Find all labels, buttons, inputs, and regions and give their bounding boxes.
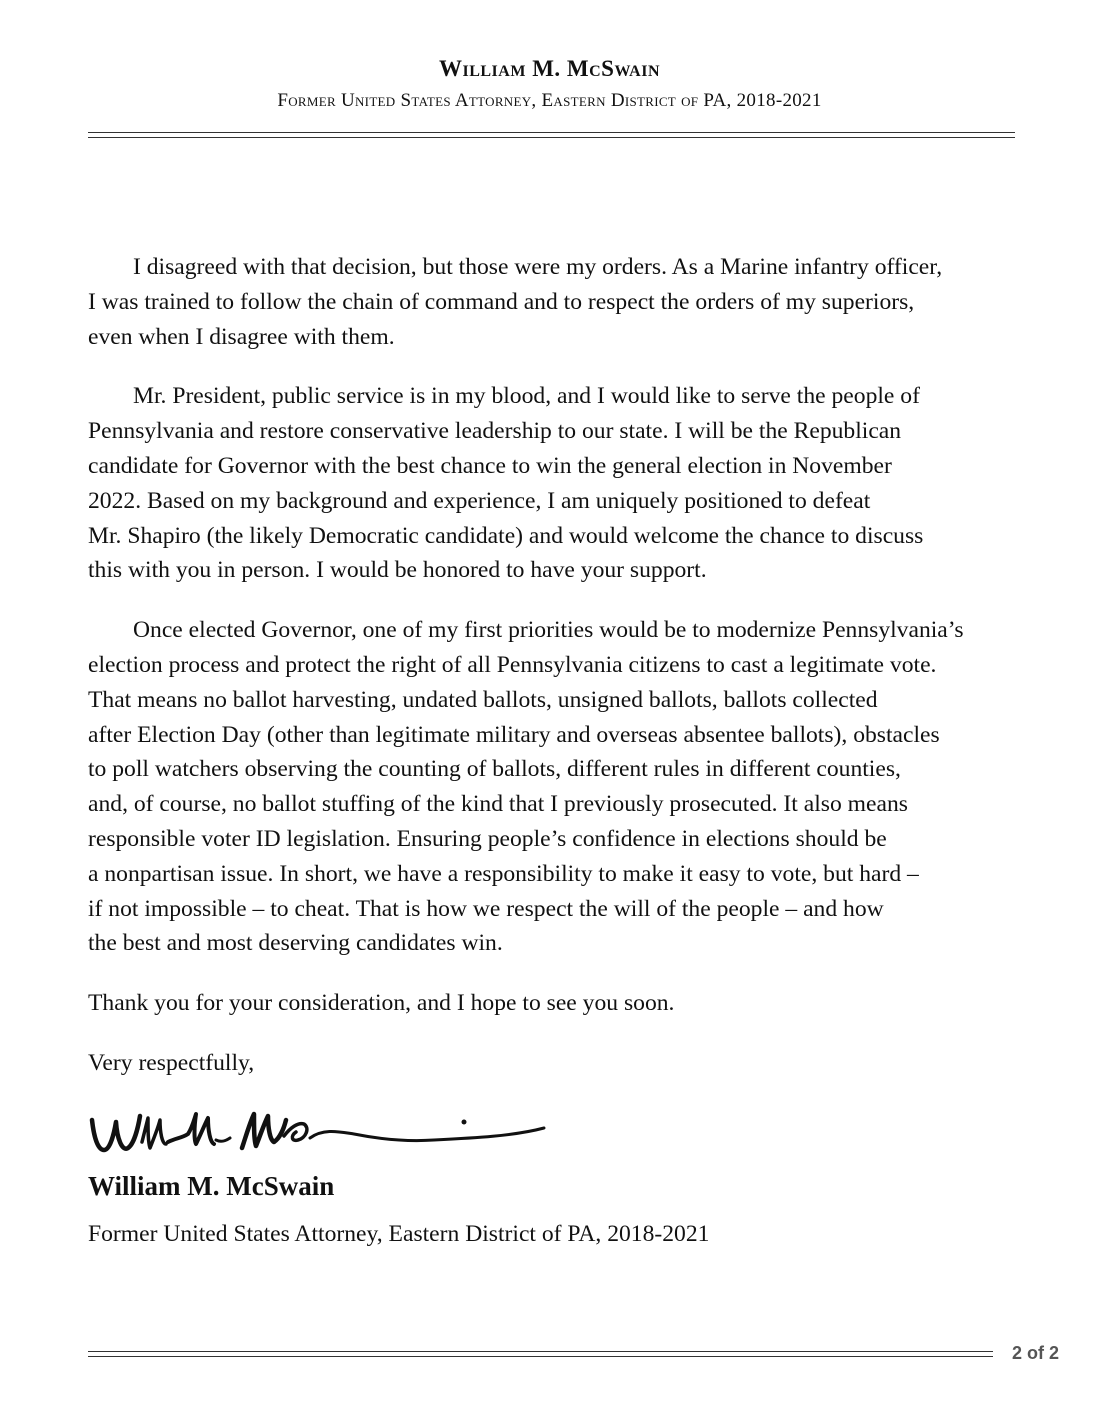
handwritten-signature	[84, 1098, 554, 1168]
text-line: responsible voter ID legislation. Ensuring people’s confidence in elections should be	[88, 825, 887, 852]
text-line: this with you in person. I would be honored to have your support.	[88, 557, 707, 584]
text-line: Once elected Governor, one of my first priorities would be to modernize Pennsylvania’s	[133, 617, 964, 644]
page-number: 2 of 2	[1012, 1343, 1060, 1363]
text-line: to poll watchers observing the counting of ballots, different rules in different counties,	[88, 756, 901, 783]
text-line: Mr. Shapiro (the likely Democratic candidate) and would welcome the chance to discuss	[88, 522, 924, 549]
closing-valediction: Very respectfully,	[88, 1049, 255, 1076]
text-line: a nonpartisan issue. In short, we have a responsibility to make it easy to vote, but hard –	[88, 860, 919, 887]
text-line: candidate for Governor with the best chance to win the general election in November	[88, 452, 892, 479]
text-line: Mr. President, public service is in my blood, and I would like to serve the people of	[133, 383, 920, 410]
footer-double-rule	[88, 1351, 993, 1357]
letter-body	[88, 250, 1023, 1081]
text-line: the best and most deserving candidates win.	[88, 930, 503, 957]
text-line: 2022. Based on my background and experience, I am uniquely positioned to defeat	[88, 487, 871, 514]
letterhead	[0, 54, 1099, 114]
text-line: even when I disagree with them.	[88, 323, 395, 350]
closing-thanks: Thank you for your consideration, and I hope to see you soon.	[88, 990, 675, 1017]
signatory-title: Former United States Attorney, Eastern District of PA, 2018-2021	[88, 1221, 710, 1247]
paragraph-1	[88, 250, 1023, 354]
text-line: if not impossible – to cheat. That is how we respect the will of the people – and how	[88, 895, 884, 922]
text-line: election process and protect the right of all Pennsylvania citizens to cast a legitimate vote.	[88, 651, 937, 678]
text-line: I disagreed with that decision, but those were my orders. As a Marine infantry officer,	[133, 254, 943, 280]
paragraph-3	[88, 613, 1023, 961]
signatory-name: William M. McSwain	[88, 1171, 335, 1201]
text-line: That means no ballot harvesting, undated ballots, unsigned ballots, ballots collected	[88, 686, 878, 713]
text-line: I was trained to follow the chain of command and to respect the orders of my superiors,	[88, 288, 915, 315]
text-line: and, of course, no ballot stuffing of the kind that I previously prosecuted. It also means	[88, 791, 908, 818]
header-double-rule	[88, 132, 1015, 138]
paragraph-2	[88, 379, 1023, 588]
letterhead-title: Former United States Attorney, Eastern District of PA, 2018-2021	[277, 90, 822, 111]
letterhead-name: William M. McSwain	[438, 56, 661, 81]
text-line: after Election Day (other than legitimate military and overseas absentee ballots), obstacles	[88, 721, 940, 748]
text-line: Pennsylvania and restore conservative leadership to our state. I will be the Republican	[88, 418, 902, 445]
